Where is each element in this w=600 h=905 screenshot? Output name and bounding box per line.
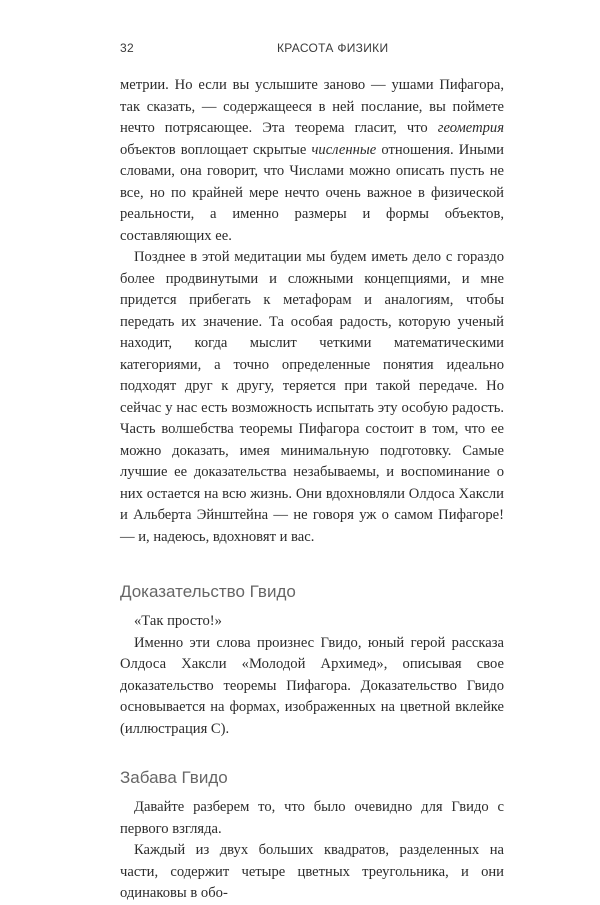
page-header <box>120 41 504 57</box>
paragraph-2: Позднее в этой медитации мы будем иметь дело с гораздо более продвинутыми и сложными концепциями, и мне придется прибегать к метафорам и аналогиям, чтобы передать их значение. Та особая радость, которую ученый находит, когда мыслит четкими математическими категориями, а точно определенные понятия идеально подходят друг к другу, теряется при такой передаче. Но сейчас у нас есть возможность испытать эту особую радость. Часть волшебства теоремы Пифагора состоит в том, что ее можно доказать, имея минимальную подготовку. Самые лучшие ее доказательства незабываемы, и воспоминание о них остается на всю жизнь. Они вдохновляли Олдоса Хаксли и Альберта Эйнштейна — не говоря уж о самом Пифагоре! — и, надеюсь, вдохновят и вас. <box>120 249 504 545</box>
section-heading-guido-fun: Забава Гвидо <box>120 768 228 787</box>
emphasis-geometry: геометрия <box>437 120 504 136</box>
paragraph-5: Давайте разберем то, что было очевидно для Гвидо с первого взгляда. <box>120 799 504 837</box>
paragraph-1-text-a: метрии. Но если вы услышите заново — ушами Пифагора, так сказать, — содержащееся в ней послание, вы поймете нечто потрясающее. Эта теорема гласит, что <box>120 77 504 136</box>
paragraph-1-text-c: отношения. Иными словами, она говорит, что Числами можно описать пусть не все, но по крайней мере нечто очень важное в физической реальности, а именно размеры и формы объектов, составляющих ее. <box>120 141 504 244</box>
emphasis-numerical: численные <box>311 141 377 158</box>
paragraph-6: Каждый из двух больших квадратов, разделенных на части, содержит четыре цветных треугольника, и они одинаковы в обо- <box>120 842 504 901</box>
paragraph-quote: «Так просто!» <box>134 613 222 629</box>
paragraph-1 <box>120 75 504 247</box>
paragraph-1-text-b: объектов воплощает скрытые <box>120 141 312 158</box>
section-heading-guido-proof: Доказательство Гвидо <box>120 582 296 601</box>
running-title: КРАСОТА ФИЗИКИ <box>277 41 389 55</box>
page-body <box>120 75 504 905</box>
page-number: 32 <box>120 41 134 55</box>
paragraph-4: Именно эти слова произнес Гвидо, юный герой рассказа Олдоса Хаксли «Молодой Архимед», описывая свое доказательство теоремы Пифагора. Доказательство Гвидо основывается на формах, изображенных на цветной вклейке (иллюстрация С). <box>120 634 504 737</box>
